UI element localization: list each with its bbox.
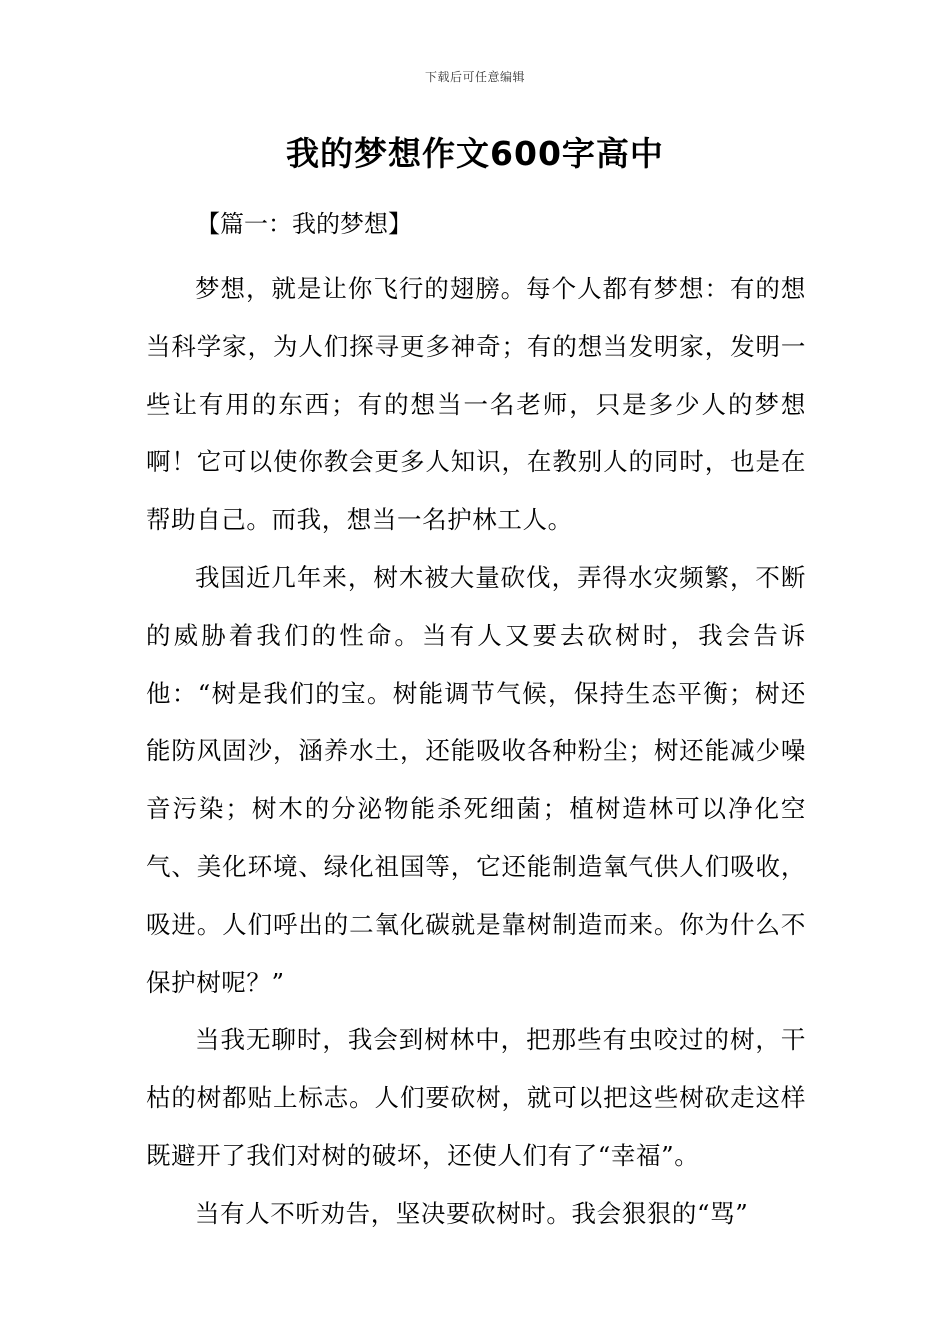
paragraph-4: 当有人不听劝告，坚决要砍树时。我会狠狠的“骂” [195,1198,749,1228]
paragraph-2: 我国近几年来，树木被大量砍伐，弄得水灾频繁，不断的威胁着我们的性命。当有人又要去砍树时，我会告诉他：“树是我们的宝。树能调节气候，保持生态平衡；树还能防风固沙，涵养水土，还能吸收各种粉尘；树还能减少噪音污染；树木的分泌物能杀死细菌；植树造林可以净化空气、美化环境、绿化祖国等，它还能制造氧气供人们吸收，吸进。人们呼出的二氧化碳就是靠树制造而来。你为什么不保护树呢？” [146,562,806,997]
section-heading: 【篇一：我的梦想】 [196,210,412,238]
paragraph-3: 当我无聊时，我会到树林中，把那些有虫咬过的树，干枯的树都贴上标志。人们要砍树，就可以把这些树砍走这样既避开了我们对树的破坏，还使人们有了“幸福”。 [146,1025,806,1170]
header-note: 下载后可任意编辑 [424,70,525,84]
document-title: 我的梦想作文600字高中 [286,134,664,173]
paragraph-1: 梦想，就是让你飞行的翅膀。每个人都有梦想：有的想当科学家，为人们探寻更多神奇；有的想当发明家，发明一些让有用的东西；有的想当一名老师，只是多少人的梦想啊！它可以使你教会更多人知识，在教别人的同时，也是在帮助自己。而我，想当一名护林工人。 [146,274,806,535]
document-body [146,260,806,1243]
